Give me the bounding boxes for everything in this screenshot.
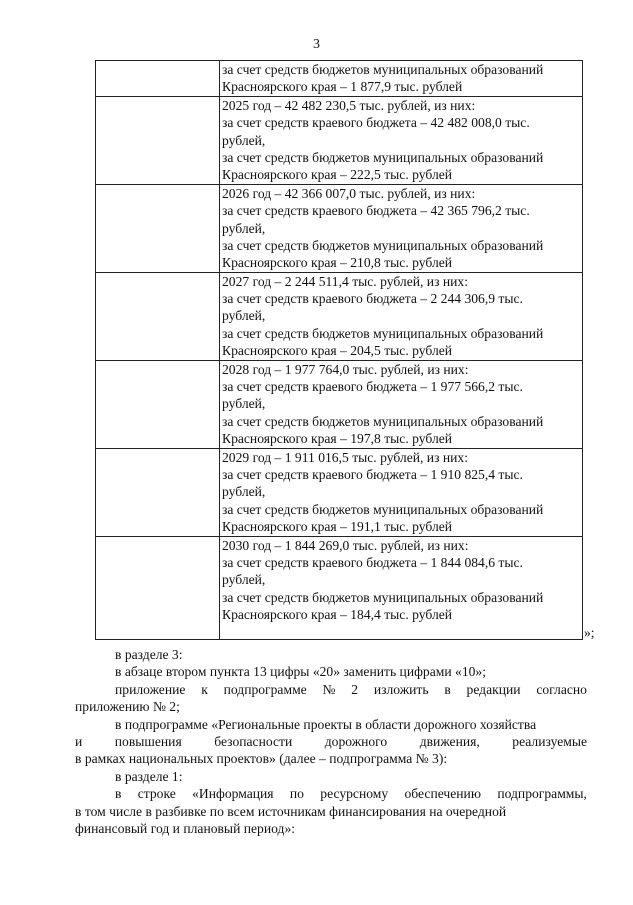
cell-line: за счет средств краевого бюджета – 42 482 008,0 тыс.: [222, 115, 530, 131]
table-row: [96, 272, 583, 360]
cell-line: 2025 год – 42 482 230,5 тыс. рублей, из них:: [222, 97, 476, 113]
cell-line: за счет средств бюджетов муниципальных образований: [222, 325, 544, 341]
paragraph-line: [75, 681, 587, 698]
table-row: [96, 96, 583, 184]
cell-line: рублей,: [222, 484, 266, 500]
funding-table: [95, 60, 583, 640]
cell-line: 2029 год – 1 911 016,5 тыс. рублей, из них:: [222, 449, 468, 465]
table-cell-empty: [96, 360, 220, 448]
word: изложить: [373, 681, 429, 697]
paragraph-line: [75, 733, 587, 750]
cell-line: 2027 год – 2 244 511,4 тыс. рублей, из них:: [222, 273, 468, 289]
cell-line: за счет средств бюджетов муниципальных образований: [222, 149, 544, 165]
cell-line: за счет средств краевого бюджета – 1 977 566,2 тыс.: [222, 379, 523, 395]
table-row: [96, 448, 583, 536]
cell-line: рублей,: [222, 132, 266, 148]
word: безопасности: [214, 734, 293, 750]
cell-line: Красноярского края – 184,4 тыс. рублей: [222, 607, 453, 623]
cell-line: за счет средств краевого бюджета – 42 365 796,2 тыс.: [222, 203, 530, 219]
paragraph: в разделе 3:: [115, 647, 183, 662]
table-row: [96, 360, 583, 448]
table-row: [96, 536, 583, 639]
word: по: [289, 786, 304, 802]
cell-line: Красноярского края – 197,8 тыс. рублей: [222, 431, 453, 447]
funding-cell-2028: [220, 360, 583, 448]
funding-cell-2026: [220, 184, 583, 272]
cell-line: 2028 год – 1 977 764,0 тыс. рублей, из них:: [222, 361, 469, 377]
funding-cell-2025: [220, 96, 583, 184]
table-cell-empty: [96, 61, 220, 97]
cell-line: за счет средств бюджетов муниципальных образований: [222, 413, 544, 429]
word: «Информация: [192, 786, 274, 802]
paragraph-line: в том числе в разбивке по всем источникам финансирования на очередной: [75, 803, 507, 819]
word: подпрограмме: [223, 681, 307, 697]
table-cell-empty: [96, 448, 220, 536]
paragraph-line: [75, 785, 587, 802]
word: повышения: [114, 734, 182, 750]
cell-line: рублей,: [222, 396, 266, 412]
cell-line: рублей,: [222, 308, 266, 324]
cell-line: за счет средств краевого бюджета – 1 844 084,6 тыс.: [222, 554, 523, 570]
table-row: [96, 184, 583, 272]
paragraph: в разделе 1:: [115, 768, 183, 784]
word: дорожного: [324, 734, 388, 750]
cell-line: рублей,: [222, 220, 266, 236]
paragraph-line: в подпрограмме «Региональные проекты в области дорожного хозяйства: [115, 716, 537, 732]
cell-line: за счет средств краевого бюджета – 2 244 306,9 тыс.: [222, 291, 523, 307]
word: подпрограммы,: [497, 786, 587, 802]
word: редакции: [466, 681, 521, 697]
word: в: [444, 681, 451, 697]
funding-cell-2029: [220, 448, 583, 536]
table-cell-empty: [96, 536, 220, 639]
word: обеспечению: [404, 786, 481, 802]
table-cell-empty: [96, 272, 220, 360]
cell-line: рублей,: [222, 572, 266, 588]
cell-line: Красноярского края – 1 877,9 тыс. рублей: [222, 79, 463, 95]
page-number: 3: [313, 37, 320, 52]
table-closing-quote: »;: [584, 625, 595, 640]
word: согласно: [536, 681, 587, 697]
table-cell-empty: [96, 184, 220, 272]
table-row: [96, 61, 583, 97]
word: строке: [137, 786, 176, 802]
word: реализуемые: [512, 734, 587, 750]
cell-line: за счет средств бюджетов муниципальных образований: [222, 589, 544, 605]
cell-line: за счет средств бюджетов муниципальных образований: [222, 237, 544, 253]
paragraph: в абзаце втором пункта 13 цифры «20» заменить цифрами «10»;: [115, 664, 486, 680]
cell-line: за счет средств краевого бюджета – 1 910 825,4 тыс.: [222, 466, 523, 482]
cell-line: 2026 год – 42 366 007,0 тыс. рублей, из них:: [222, 185, 476, 201]
funding-cell-2030: [220, 536, 583, 639]
document-body: [75, 646, 587, 837]
table-cell-empty: [96, 96, 220, 184]
cell-line: 2030 год – 1 844 269,0 тыс. рублей, из них:: [222, 537, 469, 553]
word: 2: [351, 681, 359, 697]
word: движения,: [419, 734, 480, 750]
cell-line: Красноярского края – 191,1 тыс. рублей: [222, 519, 453, 535]
paragraph-line: в рамках национальных проектов» (далее – подпрограмма № 3):: [75, 751, 448, 767]
word: №: [322, 681, 336, 697]
word: к: [201, 681, 208, 697]
paragraph-line: финансовый год и плановый период»:: [75, 821, 296, 837]
funding-cell-intro: [220, 61, 583, 97]
word: ресурсному: [320, 786, 389, 802]
funding-cell-2027: [220, 272, 583, 360]
cell-line: за счет средств бюджетов муниципальных образований: [222, 62, 544, 77]
cell-line: Красноярского края – 222,5 тыс. рублей: [222, 167, 453, 183]
word: в: [115, 786, 122, 802]
paragraph-line: приложению № 2;: [75, 699, 180, 715]
word: приложение: [115, 681, 186, 697]
cell-line: Красноярского края – 204,5 тыс. рублей: [222, 343, 453, 359]
word: и: [75, 734, 83, 750]
cell-line: Красноярского края – 210,8 тыс. рублей: [222, 255, 453, 271]
cell-line: за счет средств бюджетов муниципальных образований: [222, 501, 544, 517]
